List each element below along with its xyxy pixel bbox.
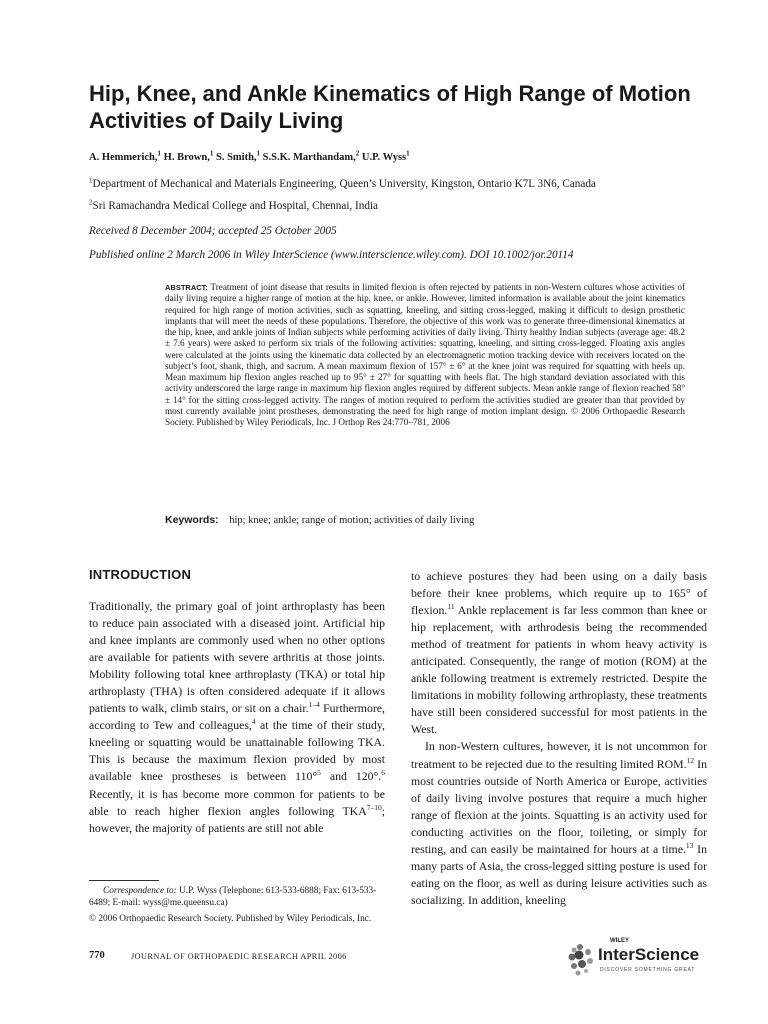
globe-dots-icon [568, 942, 602, 982]
affiliation-2: $^2$Sri Ramachandra Medical College and Hospital, Chennai, India [89, 198, 379, 212]
author-2: H. Brown,$^1$ [163, 149, 214, 163]
keywords-label: Keywords: [165, 514, 219, 526]
paragraph: Traditionally, the primary goal of joint arthroplasty has been to reduce pain associated with a diseased joint. Artificial hip and knee implants are commonly used when no other options are available for patients with severe arthritis at those joints. Mobility following total knee arthroplasty (TKA) or total hip arthroplasty (THA) is often considered adequate if it allows patients to walk, climb stairs, or sit on a chair.$^{1-4}$ Furthermore, according to Tew and colleagues,$^4$ at the time of their study, kneeling or squatting would be unattainable following TKA. This is because the maximum flexion provided by most available knee prostheses is between 110°$^5$ and 120°.$^6$ Recently, it is has become more common for patients to be able to reach higher flexion angles following TKA$^{7-10}$; however, the majority of patients are still not able [89, 599, 385, 835]
journal-running-footer: JOURNAL OF ORTHOPAEDIC RESEARCH APRIL 2006 [131, 952, 347, 961]
correspondence-note: Correspondence to: U.P. Wyss (Telephone: 613-533-6888; Fax: 613-533-6489; E-mail: wyss@me.queensu.ca) [89, 886, 377, 908]
article-title: Hip, Knee, and Ankle Kinematics of High Range of Motion Activities of Daily Living [89, 81, 691, 133]
page-number: 770 [89, 950, 105, 961]
abstract [165, 282, 685, 428]
wiley-interscience-logo [568, 938, 718, 986]
logo-publisher: WILEY [610, 938, 629, 944]
footnote-divider [89, 880, 159, 881]
abstract-text: Treatment of joint disease that results in limited flexion is often rejected by patients in non-Western cultures whose activities of daily living require a higher range of motion at the hip, knee, or ankle. However, limited information is available about the joint kinematics required for high range of motion activities, such as squatting, kneeling, and sitting cross-legged, making it difficult to design prosthetic implants that will meet the needs of these populations. Therefore, the objective of this work was to generate three-dimensional kinematics at the hip, knee, and ankle joints of Indian subjects while performing activities of daily living. Thirty healthy Indian subjects (average age: 48.2 ± 7.6 years) were asked to perform six trials of the following activities: squatting, kneeling, and sitting cross-legged. Floating axis angles were calculated at the joints using the kinematic data collected by an electromagnetic motion tracking device with receivers located on the subject’s foot, shank, thigh, and sacrum. A mean maximum flexion of 157° ± 6° at the knee joint was required for squatting with heels up. Mean maximum hip flexion angles reached up to 95° ± 27° for squatting with heels flat. The high standard deviation associated with this activity underscored the large range in maximum hip flexion angles required by different subjects. Mean ankle range of flexion reached 58° ± 14° for the sitting cross-legged activity. The ranges of motion required to perform the activities studied are greater than that provided by most currently available joint prostheses, demonstrating the need for high range of motion implant design. © 2006 Orthopaedic Research Society. Published by Wiley Periodicals, Inc. J Orthop Res 24:770–781, 2006 [165, 282, 685, 427]
paragraph: to achieve postures they had been using on a daily basis before their knee problems, which require up to 165° of flexion.$^{11}$ Ankle replacement is far less common than knee or hip replacement, with arthrodesis being the recommended method of treatment for patients in whom heavy activity is anticipated. Consequently, the range of motion (ROM) at the ankle following treatment is extremely restricted. Despite the limitations in mobility following arthroplasty, these treatments have still been considered successful for most patients in the West. [411, 569, 707, 737]
logo-tagline: DISCOVER SOMETHING GREAT [600, 967, 696, 973]
left-column [89, 598, 385, 837]
section-heading-introduction: INTRODUCTION [89, 567, 192, 582]
paragraph: In non-Western cultures, however, it is not uncommon for treatment to be rejected due to the resulting limited ROM.$^{12}$ In most countries outside of North America or Europe, activities of daily living involve postures that require a much higher range of flexion at the joints. Squatting is an activity used for conducting activities on the floor, toileting, or simply for resting, and can easily be maintained for hours at a time.$^{13}$ In many parts of Asia, the cross-legged sitting posture is used for eating on the floor, as well as during leisure activities such as socializing. In addition, kneeling [411, 739, 708, 907]
footnote [89, 886, 389, 931]
publication-info: Published online 2 March 2006 in Wiley InterScience (www.interscience.wiley.com). DOI 10.1002/jor.20114 [89, 249, 574, 261]
right-column [411, 568, 707, 909]
keywords [165, 514, 474, 526]
author-3: S. Smith,$^1$ [215, 149, 261, 163]
logo-brand: InterScience [598, 945, 700, 964]
author-5: U.P. Wyss$^1$ [361, 149, 410, 163]
received-dates: Received 8 December 2004; accepted 25 October 2005 [89, 225, 337, 237]
copyright-note: © 2006 Orthopaedic Research Society. Published by Wiley Periodicals, Inc. [89, 914, 372, 924]
abstract-label: ABSTRACT: [165, 283, 208, 292]
author-4: S.S.K. Marthandam,$^2$ [262, 149, 360, 163]
author-1: A. Hemmerich,$^1$ [89, 149, 162, 163]
author-list [89, 149, 410, 163]
affiliation-1: $^1$Department of Mechanical and Materials Engineering, Queen’s University, Kingston, Ontario K7L 3N6, Canada [89, 176, 596, 190]
keywords-text: hip; knee; ankle; range of motion; activities of daily living [229, 515, 475, 526]
